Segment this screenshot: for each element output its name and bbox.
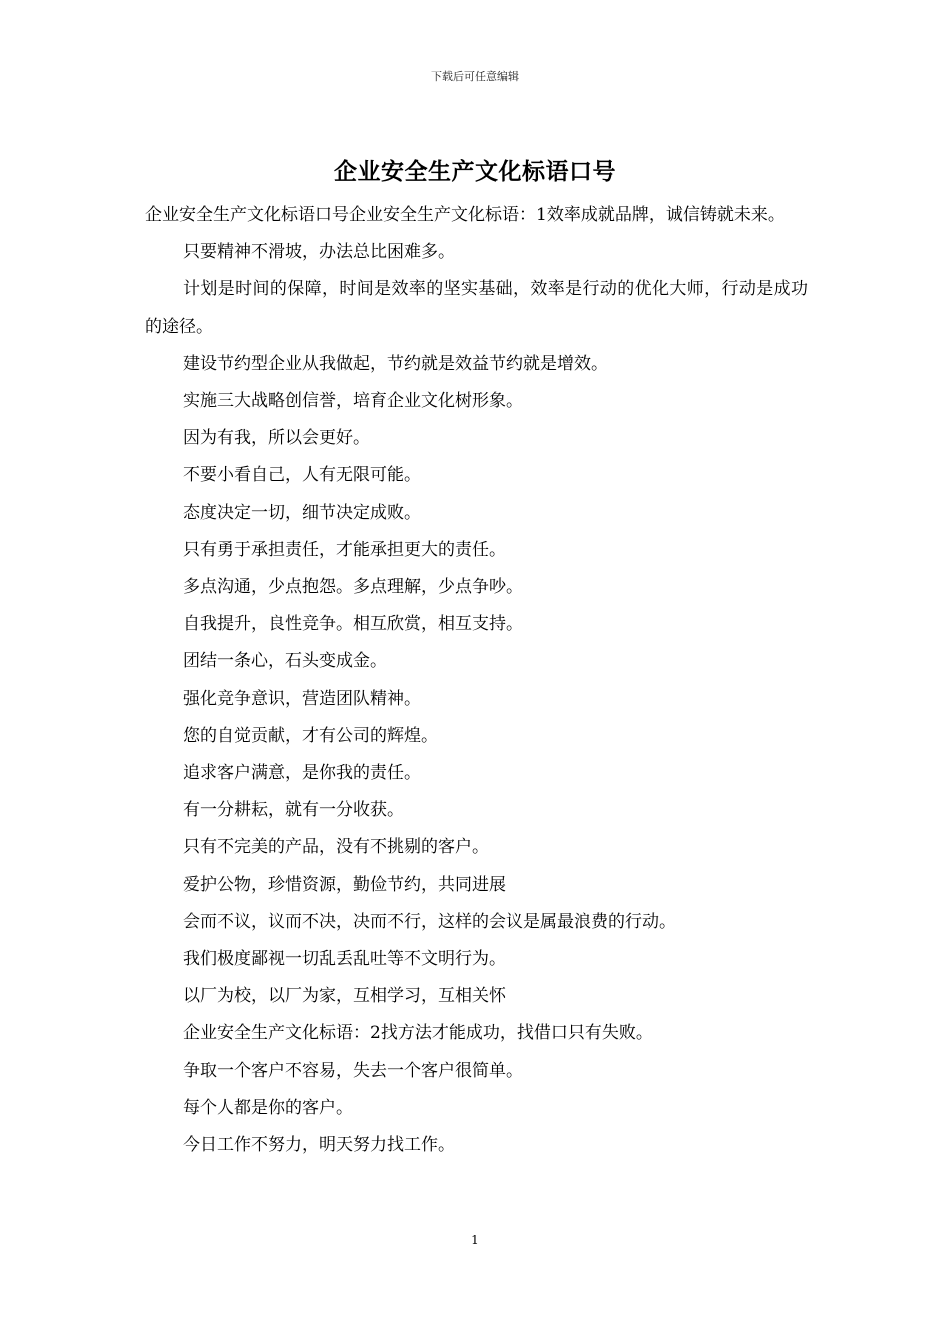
paragraph: 争取一个客户不容易，失去一个客户很简单。 bbox=[183, 1060, 523, 1081]
paragraph: 有一分耕耘，就有一分收获。 bbox=[183, 800, 404, 821]
document-title: 企业安全生产文化标语口号 bbox=[334, 158, 616, 185]
paragraph: 强化竞争意识，营造团队精神。 bbox=[183, 688, 421, 709]
paragraph: 今日工作不努力，明天努力找工作。 bbox=[183, 1135, 455, 1156]
paragraph: 建设节约型企业从我做起，节约就是效益节约就是增效。 bbox=[183, 353, 608, 374]
paragraph: 每个人都是你的客户。 bbox=[183, 1097, 353, 1118]
paragraph: 企业安全生产文化标语口号企业安全生产文化标语：1效率成就品牌，诚信铸就未来。 bbox=[145, 205, 785, 225]
paragraph: 只要精神不滑坡，办法总比困难多。 bbox=[183, 242, 455, 263]
document-body bbox=[145, 197, 808, 1164]
paragraph: 爱护公物，珍惜资源，勤俭节约，共同进展 bbox=[183, 874, 506, 895]
paragraph: 团结一条心，石头变成金。 bbox=[183, 651, 387, 672]
paragraph: 态度决定一切，细节决定成败。 bbox=[183, 502, 421, 523]
paragraph: 自我提升，良性竞争。相互欣赏，相互支持。 bbox=[183, 614, 523, 635]
paragraph: 实施三大战略创信誉，培育企业文化树形象。 bbox=[183, 391, 523, 412]
page-number: 1 bbox=[471, 1233, 479, 1247]
paragraph: 您的自觉贡献，才有公司的辉煌。 bbox=[183, 725, 438, 746]
paragraph: 不要小看自己，人有无限可能。 bbox=[183, 465, 421, 486]
paragraph: 只有勇于承担责任，才能承担更大的责任。 bbox=[183, 539, 506, 560]
paragraph: 因为有我，所以会更好。 bbox=[183, 428, 370, 449]
paragraph: 多点沟通，少点抱怨。多点理解，少点争吵。 bbox=[183, 577, 523, 598]
paragraph: 计划是时间的保障，时间是效率的坚实基础，效率是行动的优化大师，行动是成功的途径。 bbox=[145, 279, 808, 337]
page-header: 下载后可任意编辑 bbox=[431, 70, 519, 83]
paragraph: 追求客户满意，是你我的责任。 bbox=[183, 763, 421, 784]
paragraph: 企业安全生产文化标语：2找方法才能成功，找借口只有失败。 bbox=[183, 1023, 653, 1044]
paragraph: 我们极度鄙视一切乱丢乱吐等不文明行为。 bbox=[183, 949, 506, 970]
paragraph: 只有不完美的产品，没有不挑剔的客户。 bbox=[183, 837, 489, 858]
paragraph: 会而不议，议而不决，决而不行，这样的会议是属最浪费的行动。 bbox=[183, 911, 676, 932]
paragraph: 以厂为校，以厂为家，互相学习，互相关怀 bbox=[183, 986, 506, 1007]
